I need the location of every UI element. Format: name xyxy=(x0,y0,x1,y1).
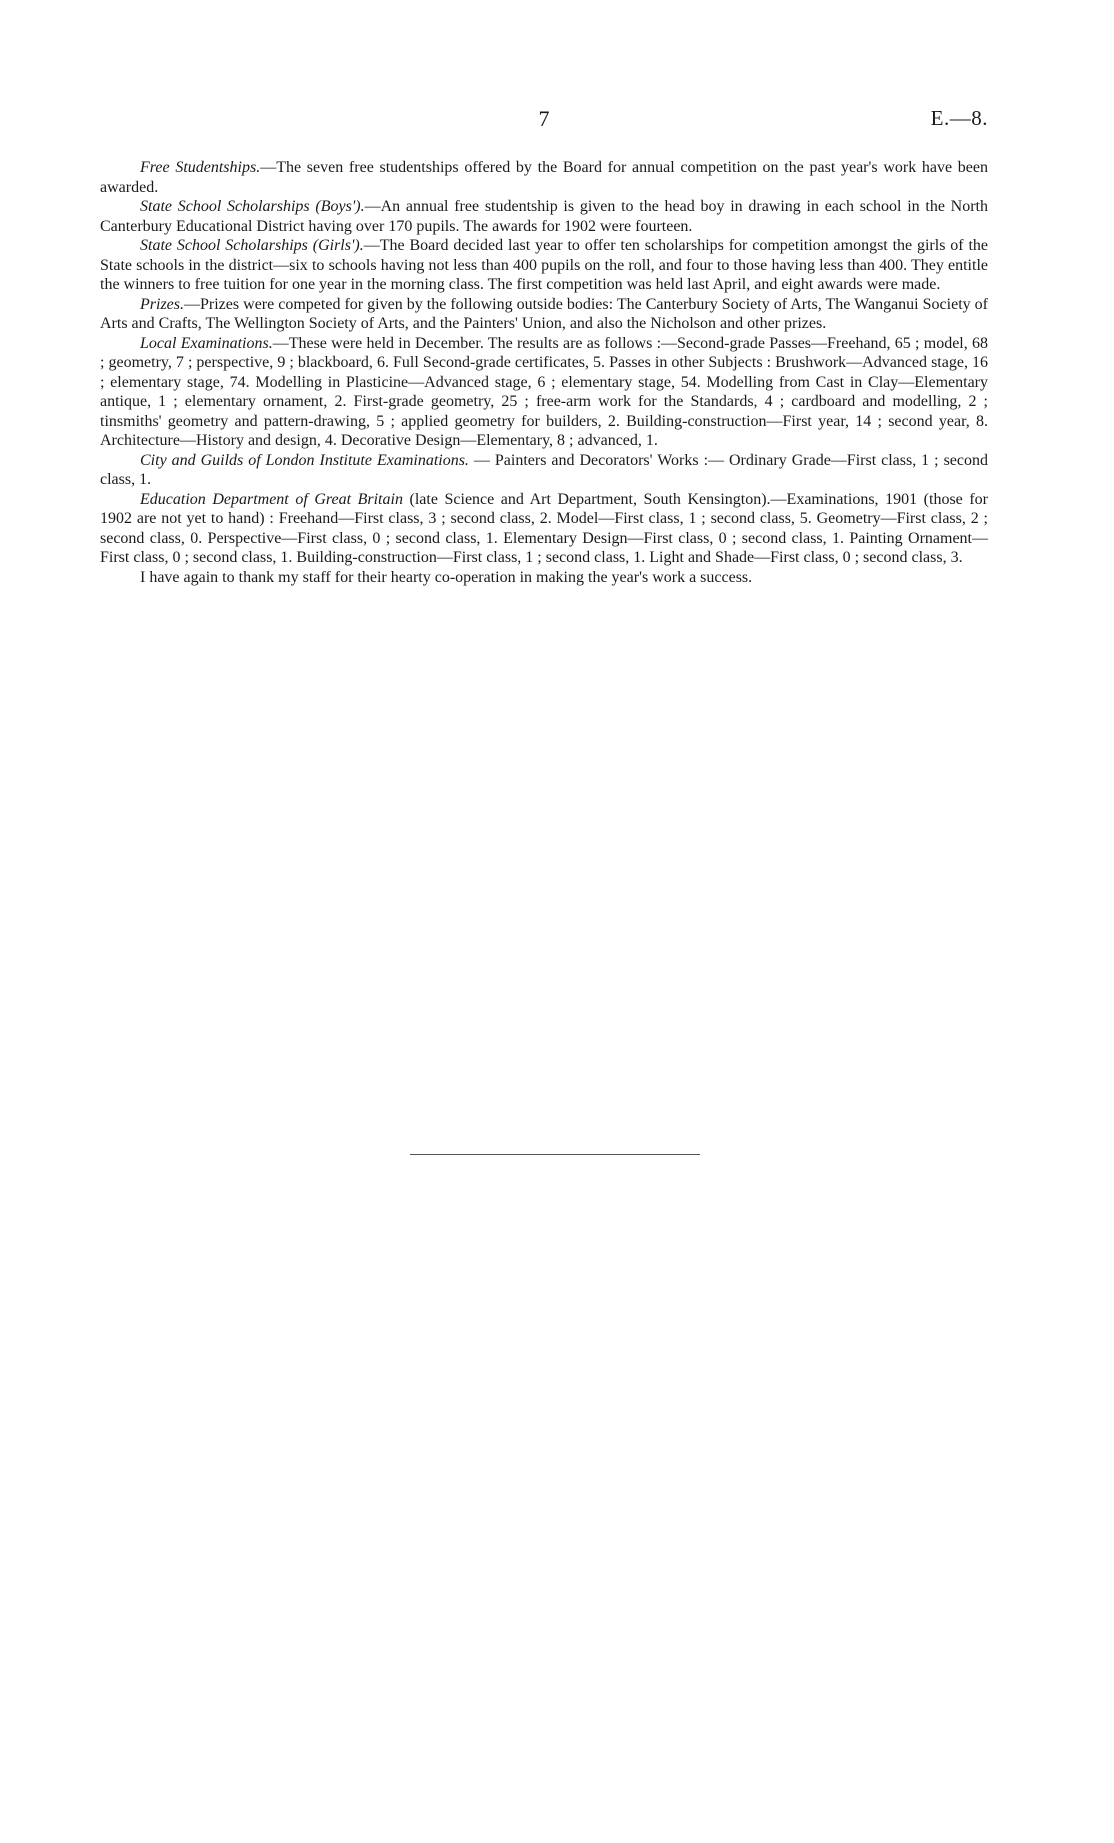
paragraph-heading: City and Guilds of London Institute Examinations. xyxy=(140,451,469,469)
paragraph-text: —The seven free studentships offered by the Board for annual competition on the past year's work have been awarded. xyxy=(100,159,989,196)
paragraph-boys-scholarships xyxy=(100,197,988,236)
page-header xyxy=(100,106,988,136)
paragraph-heading: State School Scholarships (Boys'). xyxy=(140,198,365,215)
paragraph-text: (late Science and Art Department, South Kensington).—Examinations, 1901 (those for 1902 are not yet to hand) : Freehand—First class, 3 ; second class, 2. Model—First class, 1 ; second class, 5. Geometry—First class, 2 ; second class, 0. Perspective—First class, 0 ; second class, 1. Elementary Design—First class, 0 ; second class, 1. Painting Ornament—First class, 0 ; second class, 1. Building-construction—First class, 1 ; second class, 1. Light and Shade—First class, 0 ; second class, 3. xyxy=(100,490,988,566)
paragraph-heading: Local Examinations. xyxy=(140,334,273,352)
page-number: 7 xyxy=(538,106,550,131)
report-body xyxy=(100,158,988,587)
section-divider xyxy=(410,1154,700,1155)
paragraph-free-studentships xyxy=(100,158,988,197)
paragraph-text: —The Board decided last year to offer ten scholarships for competition amongst the girls of the State schools in the district—six to schools having not less than 400 pupils on the roll, and four to those having less than 400. They entitle the winners to free tuition for one year in the morning class. The first competition was held last April, and eight awards were made. xyxy=(100,237,988,293)
paragraph-prizes xyxy=(100,295,988,334)
paragraph-text: — Painters and Decorators' Works :— Ordinary Grade—First class, 1 ; second class, 1. xyxy=(100,451,988,488)
paragraph-girls-scholarships xyxy=(100,236,988,295)
paragraph-text: I have again to thank my staff for their hearty co-operation in making the year's work a success. xyxy=(140,568,753,586)
paragraph-local-examinations xyxy=(100,334,988,451)
document-reference: E.—8. xyxy=(930,106,988,130)
paragraph-heading: State School Scholarships (Girls'). xyxy=(140,237,364,254)
paragraph-heading: Education Department of Great Britain xyxy=(140,490,403,508)
paragraph-education-department xyxy=(100,490,988,568)
paragraph-text: —An annual free studentship is given to the head boy in drawing in each school in the North Canterbury Educational District having over 170 pupils. The awards for 1902 were fourteen. xyxy=(100,198,989,235)
paragraph-heading: Prizes. xyxy=(140,295,184,313)
paragraph-closing-thanks xyxy=(100,568,988,588)
paragraph-city-guilds xyxy=(100,451,988,490)
paragraph-text: —Prizes were competed for given by the following outside bodies: The Canterbury Society of Arts, The Wanganui Society of Arts and Crafts, The Wellington Society of Arts, and the Painters' Union, and also the Nicholson and other prizes. xyxy=(100,295,988,332)
paragraph-heading: Free Studentships. xyxy=(140,159,261,176)
paragraph-text: —These were held in December. The results are as follows :—Second-grade Passes—Freehand, 65 ; model, 68 ; geometry, 7 ; perspective, 9 ; blackboard, 6. Full Second-grade certificates, 5. Passes in other Subjects : Brushwork—Advanced stage, 16 ; elementary stage, 74. Modelling in Plasticine—Advanced stage, 6 ; elementary stage, 54. Modelling from Cast in Clay—Elementary antique, 1 ; elementary ornament, 2. First-grade geometry, 25 ; free-arm work for the Standards, 4 ; cardboard and modelling, 2 ; tinsmiths' geometry and pattern-drawing, 5 ; applied geometry for builders, 2. Building-construction—First year, 14 ; second year, 8. Architecture—History and design, 4. Decorative Design—Elementary, 8 ; advanced, 1. xyxy=(100,334,989,449)
